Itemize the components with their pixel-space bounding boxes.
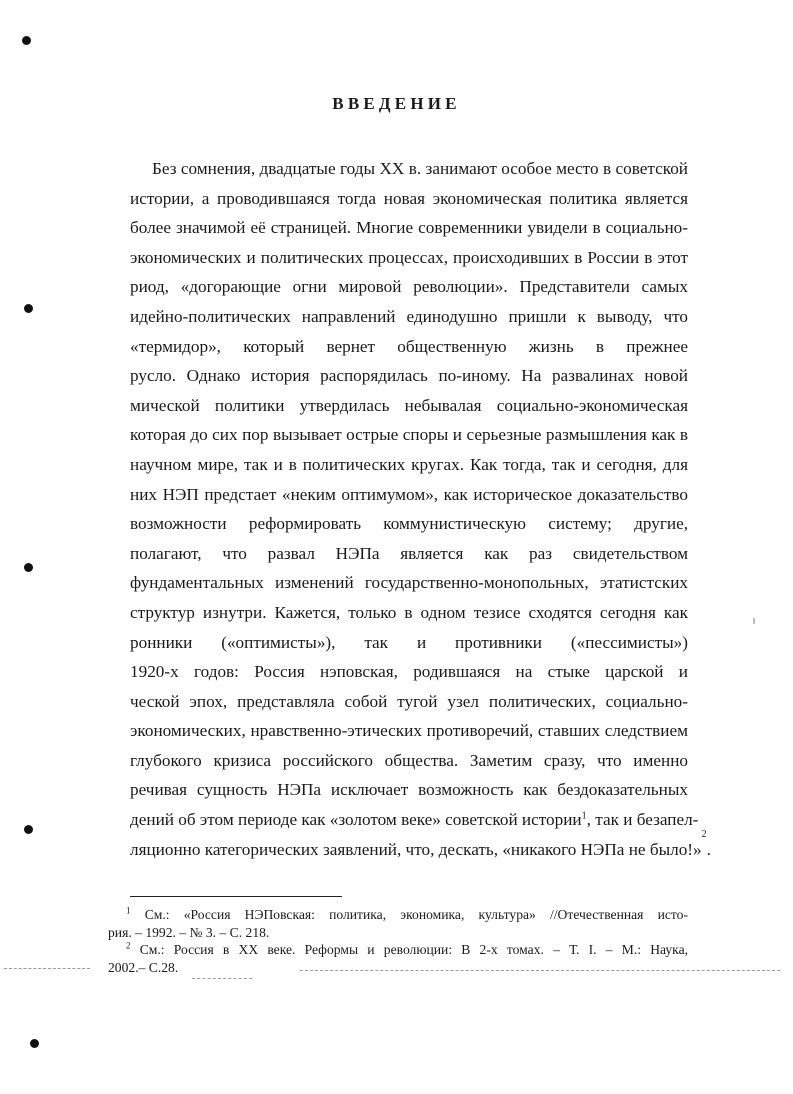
- paragraph-line: возможности реформировать коммунистическую систему; другие,: [130, 514, 688, 534]
- paragraph-line-text: ляционно категорических заявлений, что, дескать, «никакого НЭПа не было!»: [130, 839, 702, 859]
- footnote-text: См.: Россия в XX веке. Реформы и революции: В 2-х томах. – Т. I. – М.: Наука,: [139, 942, 688, 958]
- punch-hole-icon: [24, 563, 33, 572]
- footnote-line: [108, 941, 688, 959]
- footnotes: [108, 906, 688, 976]
- punch-hole-icon: [24, 304, 33, 313]
- paragraph-line: глубокого кризиса российского общества. Заметим сразу, что именно: [130, 750, 688, 770]
- paragraph-line: [130, 828, 711, 865]
- paragraph-line-text: , так и безапел-: [586, 810, 699, 830]
- paragraph-line: риод, «догорающие огни мировой революции». Представители самых: [130, 277, 688, 297]
- paragraph-line-text: .: [706, 839, 711, 859]
- footnote-separator: [130, 896, 342, 897]
- footnote-line: [108, 906, 688, 924]
- page-title: ВВЕДЕНИЕ: [332, 94, 461, 113]
- punch-hole-icon: [22, 36, 31, 45]
- paragraph-line: ронники («оптимисты»), так и противники («пессимисты»): [130, 632, 688, 652]
- paragraph-line: структур изнутри. Кажется, только в одном тезисе сходятся сегодня как: [130, 602, 688, 622]
- footnote-number: 2: [126, 941, 131, 951]
- punch-hole-icon: [30, 1039, 39, 1048]
- punch-hole-icon: [24, 825, 33, 834]
- paragraph-line: русло. Однако история распорядилась по-иному. На развалинах новой: [130, 366, 688, 386]
- paragraph-line: полагают, что развал НЭПа является как раз свидетельством: [130, 543, 688, 563]
- footnote-ref: 1: [581, 810, 587, 822]
- paragraph-line: мической политики утвердилась небывалая социально-экономическая: [130, 395, 688, 415]
- scan-artifact-line: [4, 968, 90, 969]
- footnote-line: 2002.– С.28.: [108, 959, 179, 975]
- footnote-text: См.: «Россия НЭПовская: политика, экономика, культура» //Отечественная исто-: [144, 907, 688, 922]
- paragraph-line: более значимой её страницей. Многие современники увидели в социально-: [130, 218, 688, 238]
- footnote-ref: 2: [701, 828, 707, 840]
- paragraph-line: научном мире, так и в политических кругах. Как тогда, так и сегодня, для: [130, 454, 688, 474]
- paragraph-line: которая до сих пор вызывает острые споры и серьезные размышления как в: [130, 425, 688, 445]
- footnote-number: 1: [126, 906, 131, 916]
- intro-paragraph: [130, 154, 711, 864]
- footnote-line: рия. – 1992. – № 3. – С. 218.: [108, 924, 270, 940]
- paragraph-line: экономических и политических процессах, происходивших в России в этот: [130, 247, 688, 267]
- paragraph-line: экономических, нравственно-этических противоречий, ставших следствием: [130, 721, 688, 741]
- paragraph-line: 1920-х годов: Россия нэповская, родившаяся на стыке царской и: [130, 662, 688, 682]
- scan-artifact-mark: [753, 618, 755, 624]
- paragraph-line: «термидор», который вернет общественную жизнь в прежнее: [130, 336, 688, 356]
- scan-artifact-line: [300, 970, 780, 971]
- paragraph-line: идейно-политических направлений единодушно пришли к выводу, что: [130, 306, 688, 326]
- paragraph-line: ческой эпох, представляла собой тугой узел политических, социально-: [130, 691, 688, 711]
- paragraph-line: речивая сущность НЭПа исключает возможность как бездоказательных: [130, 780, 688, 800]
- paragraph-line: них НЭП предстает «неким оптимумом», как историческое доказательство: [130, 484, 688, 504]
- paragraph-line: фундаментальных изменений государственно-монопольных, этатистских: [130, 573, 688, 593]
- scan-artifact-line: [192, 978, 252, 979]
- paragraph-line-text: дений об этом периоде как «золотом веке» советской истории: [130, 810, 582, 830]
- paragraph-line: Без сомнения, двадцатые годы XX в. занимают особое место в советской: [152, 159, 688, 178]
- paragraph-line: [130, 805, 699, 835]
- paragraph-line: истории, а проводившаяся тогда новая экономическая политика является: [130, 188, 688, 208]
